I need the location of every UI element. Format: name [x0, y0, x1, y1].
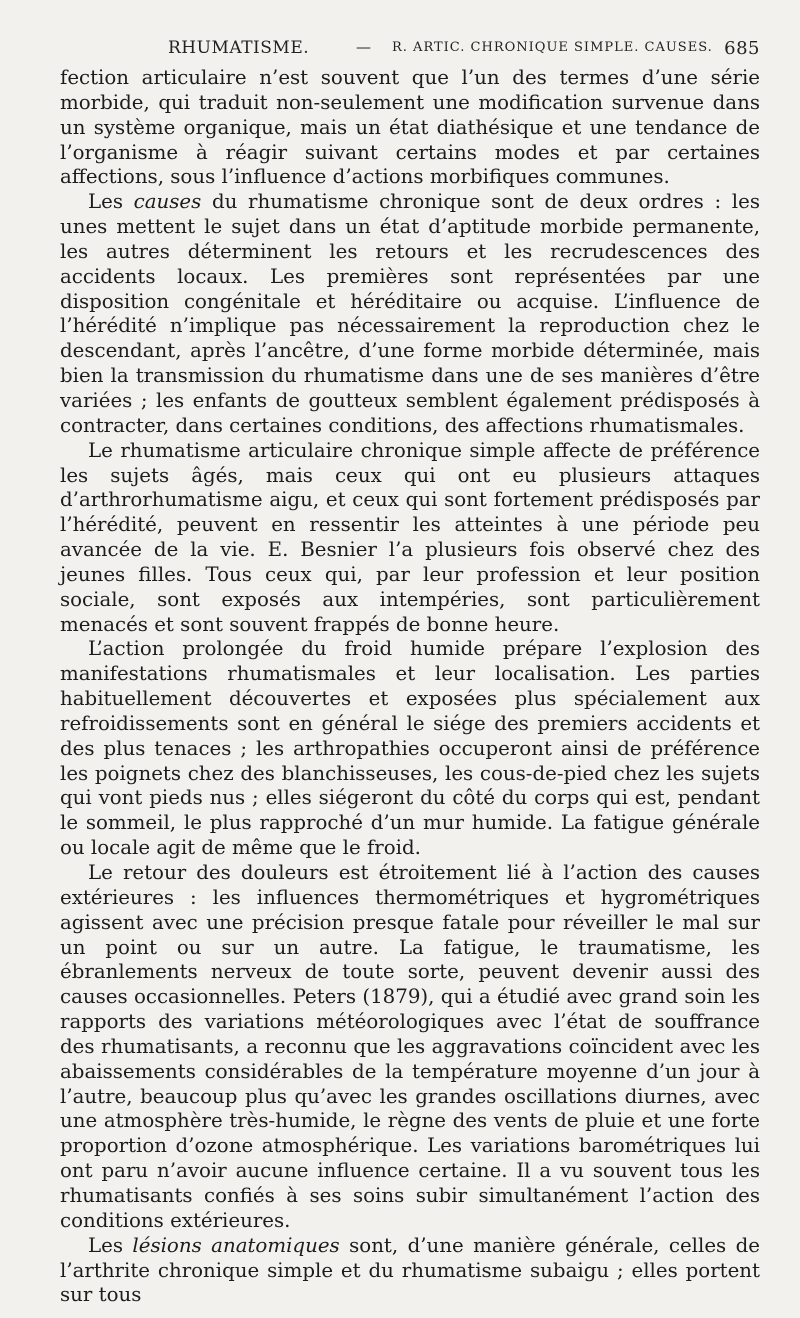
paragraph-causes-lead: Les	[88, 190, 134, 214]
emphasis-lesions: lésions anatomiques	[132, 1233, 340, 1257]
header-separator: —	[356, 38, 372, 56]
paragraph-retour: Le retour des douleurs est étroitement lié à l’action des causes extérieures : les influences thermométriques et hygrométriques agissent avec une précision presque fatale pour réveiller le mal sur un point ou sur un autre. La fatigue, le traumatisme, les ébranlements nerveux de toute sorte, peuvent devenir aussi des causes occasionnelles. Peters (1879), qui a étudié avec grand soin les rapports des variations météorologiques avec l’état de souffrance des rhumatisants, a reconnu que les aggravations coïncident avec les abaissements considérables de la température moyenne d’un jour à l’autre, beaucoup plus qu’avec les grandes oscillations diurnes, avec une atmosphère très-humide, le règne des vents de pluie et une forte proportion d’ozone atmosphérique. Les variations barométriques lui ont paru n’avoir aucune influence certaine. Il a vu souvent tous les rhumatisants confiés à ses soins subir simultanément l’action des conditions extérieures.	[60, 861, 760, 1232]
paragraph-causes-rest: du rhumatisme chronique sont de deux ordres : les unes mettent le sujet dans un état d’aptitude morbide permanente, les autres déterminent les retours et les recrudescences des accidents locaux. Les premières sont représentées par une disposition congénitale et héréditaire ou acquise. L’influence de l’hérédité n’implique pas nécessairement la reproduction chez le descendant, après l’ancêtre, d’une forme morbide déterminée, mais bien la transmission du rhumatisme dans une de ses manières d’être variées ; les enfants de goutteux semblent également prédisposés à contracter, dans certaines conditions, des affections rhumatismales.	[60, 190, 760, 437]
paragraph-lesions-rest: sont, d’une manière générale, celles de l’arthrite chronique simple et du rhumatisme subaigu ; elles portent sur tous	[60, 1233, 760, 1307]
paragraph-lesions	[60, 1234, 760, 1309]
paragraph-lesions-lead: Les	[88, 1233, 133, 1257]
running-header	[60, 32, 760, 66]
paragraph-continuation: fection articulaire n’est souvent que l’un des termes d’une série morbide, qui traduit non-seulement une modification survenue dans un système organique, mais un état diathésique et une tendance de l’organisme à réagir suivant certains modes et par certaines affections, sous l’influence d’actions morbifiques communes.	[60, 66, 760, 189]
page-number: 685	[724, 38, 760, 59]
emphasis-causes: causes	[133, 190, 202, 214]
body-text	[60, 66, 760, 1308]
paragraph-froid: L’action prolongée du froid humide prépare l’explosion des manifestations rhumatismales et leur localisation. Les parties habituellement découvertes et exposées plus spécialement aux refroidissements sont en général le siége des premiers accidents et des plus tenaces ; les arthropathies occuperont ainsi de préférence les poignets chez des blanchisseuses, les cous-de-pied chez les sujets qui vont pieds nus ; elles siégeront du côté du corps qui est, pendant le sommeil, le plus rapproché d’un mur humide. La fatigue générale ou locale agit de même que le froid.	[60, 637, 760, 860]
header-title: RHUMATISME.	[168, 38, 310, 58]
header-subtitle: R. ARTIC. CHRONIQUE SIMPLE. CAUSES.	[392, 40, 713, 55]
paragraph-causes	[60, 190, 760, 438]
paragraph-sujets: Le rhumatisme articulaire chronique simple affecte de préférence les sujets âgés, mais ceux qui ont eu plusieurs attaques d’arthrorhumatisme aigu, et ceux qui sont fortement prédisposés par l’hérédité, peuvent en ressentir les atteintes à une période peu avancée de la vie. E. Besnier l’a plusieurs fois observé chez des jeunes filles. Tous ceux qui, par leur profession et leur position sociale, sont exposés aux intempéries, sont particulièrement menacés et sont souvent frappés de bonne heure.	[60, 438, 760, 636]
